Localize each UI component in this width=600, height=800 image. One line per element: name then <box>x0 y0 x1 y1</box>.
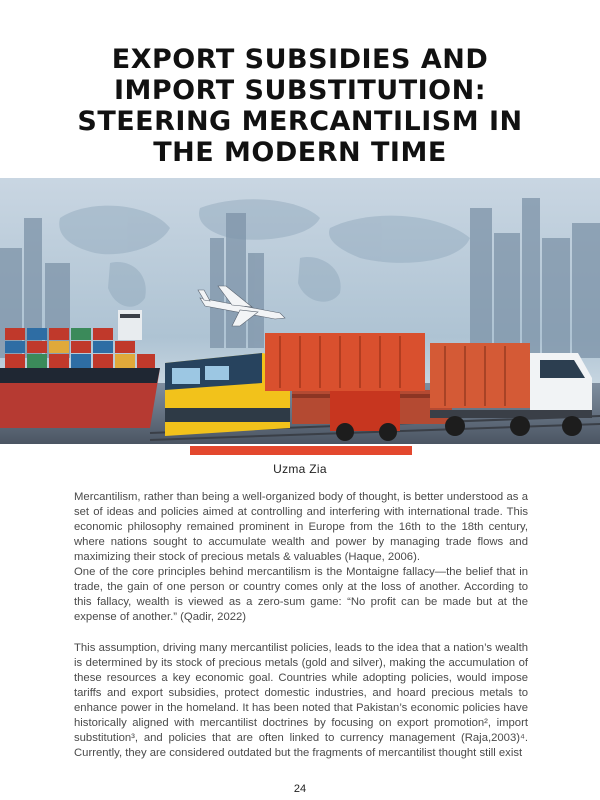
article-body <box>74 490 528 761</box>
title-line: THE MODERN TIME <box>153 137 447 168</box>
title-line: IMPORT SUBSTITUTION: <box>113 75 487 106</box>
accent-bar <box>190 446 412 455</box>
paragraph: One of the core principles behind mercantilism is the Montaigne fallacy—the belief that in trade, the gain of one person or country comes only at the loss of another. According to this fallacy, wealth is viewed as a zero-sum game: “No profit can be made but at the expense of another.” (Qadir, 2022) <box>74 566 528 623</box>
hero-image <box>0 178 600 444</box>
article-title <box>0 44 600 168</box>
paragraph: Mercantilism, rather than being a well-organized body of thought, is better understood as a set of ideas and policies aimed at controlling and interfering with international trade. This economic philosophy remained prominent in Europe from the 16th to the 18th century, where nations sought to accumulate wealth and power by managing trade flows and maximizing their stock of precious metals & valuables (Haque, 2006). <box>74 491 528 563</box>
page-number: 24 <box>293 783 307 795</box>
author-name: Uzma Zia <box>273 462 327 476</box>
truck-graphic <box>430 343 592 436</box>
paragraph: This assumption, driving many mercantilist policies, leads to the idea that a nation’s wealth is determined by its stock of precious metals (gold and silver), making the accumulation of these resources a key economic goal. Countries while adopting policies, would impose tariffs and export subsidies, protect domestic industries, and hoard precious metals to enhance power in the homeland. It has been noted that Pakistan’s economic policies have historically aligned with mercantilist doctrines by focusing on export promotion², import substitution³, and policies that are often linked to currency management (Raja,2003)⁴. Currently, they are considered outdated but the fragments of mercantilist thought still exist <box>74 642 528 759</box>
title-line: EXPORT SUBSIDIES AND <box>111 44 489 75</box>
title-line: STEERING MERCANTILISM IN <box>77 106 523 137</box>
